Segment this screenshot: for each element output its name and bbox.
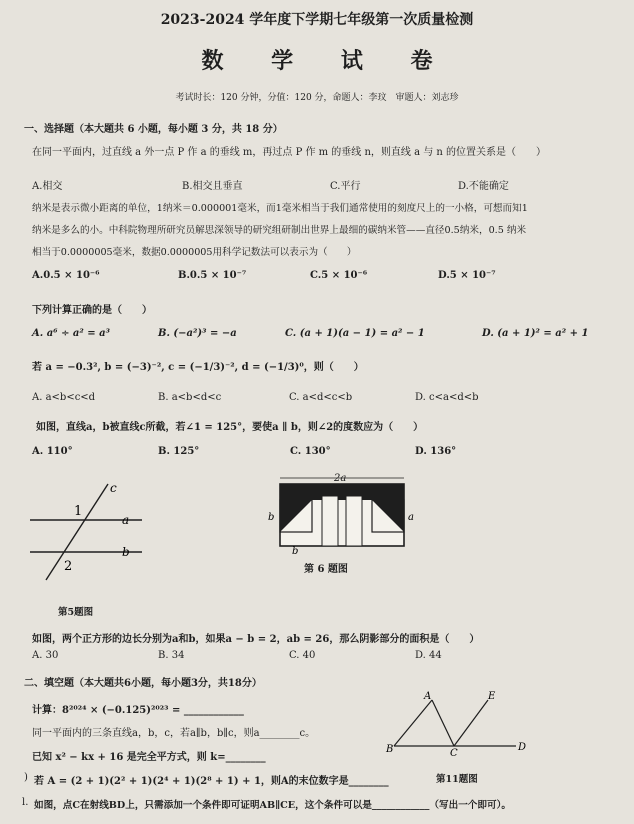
- q6-option-b: B. 34: [158, 650, 185, 661]
- q1-option-b: B.相交且垂直: [182, 181, 243, 192]
- label-c: c: [110, 481, 117, 495]
- q8-text: 同一平面内的三条直线a，b，c，若a∥b，b∥c，则a________c。: [32, 728, 316, 739]
- center-gap-left: [322, 496, 338, 546]
- q6-option-c: C. 40: [289, 650, 316, 661]
- q6-stem: 如图，两个正方形的边长分别为a和b，如果a − b = 2，ab = 26，那么阴影部分的面积是（ ）: [32, 634, 480, 645]
- subject-title: 数 学 试 卷: [201, 48, 453, 74]
- q1-option-a: A.相交: [32, 181, 63, 192]
- figure-q6: [258, 473, 418, 557]
- segment-ce: [454, 700, 488, 746]
- q3-stem: 下列计算正确的是（ ）: [32, 305, 152, 316]
- point-c: C: [450, 748, 458, 759]
- label-2a: 2a: [334, 473, 347, 484]
- q5-option-c: C. 130°: [290, 446, 331, 457]
- q2-line2: 纳米是多么的小。中科院物理所研究员解思深领导的研究组研制出世界上最细的碳纳米管——直径0.5纳米，0.5 纳米: [32, 225, 527, 236]
- q10-number: ): [24, 772, 28, 783]
- figure-q11: [384, 690, 534, 759]
- figure-q6-caption: 第 6 题图: [304, 564, 348, 575]
- q1-option-d: D.不能确定: [458, 181, 509, 192]
- label-angle-2: 2: [64, 559, 73, 574]
- point-b: B: [386, 744, 394, 755]
- q11-number: l.: [22, 797, 29, 808]
- exam-meta: 考试时长：120 分钟，分值：120 分，命题人：李玟 审题人：刘志珍: [175, 93, 459, 103]
- segment-ac: [432, 700, 454, 746]
- line-c: [46, 484, 108, 580]
- point-e: E: [488, 691, 496, 702]
- q7-text: 计算：8²⁰²⁴ × (−0.125)²⁰²³ = ____________: [32, 705, 244, 716]
- label-angle-1: 1: [74, 504, 83, 519]
- section1-heading: 一、选择题（本大题共 6 小题，每小题 3 分，共 18 分）: [24, 124, 283, 135]
- q1-option-c: C.平行: [330, 181, 361, 192]
- q9-text: 已知 x² − kx + 16 是完全平方式，则 k=________: [32, 752, 266, 763]
- q4-option-a: A. a<b<c<d: [32, 392, 96, 403]
- q10-text: 若 A = (2 + 1)(2² + 1)(2⁴ + 1)(2⁸ + 1) + 1，则A的末位数字是________: [34, 776, 389, 787]
- q2-line3: 相当于0.0000005毫米，数据0.0000005用科学记数法可以表示为（ ）: [32, 247, 357, 258]
- figure-q6-svg: [258, 473, 418, 557]
- point-d: D: [518, 742, 527, 753]
- q4-option-b: B. a<b<d<c: [158, 392, 222, 403]
- figure-q5: [24, 478, 154, 588]
- q1-stem: 在同一平面内，过直线 a 外一点 P 作 a 的垂线 m，再过点 P 作 m 的垂线 n，则直线 a 与 n 的位置关系是（ ）: [32, 147, 547, 158]
- label-b-bottom: b: [292, 546, 299, 557]
- q5-option-b: B. 125°: [158, 446, 200, 457]
- q6-option-a: A. 30: [32, 650, 59, 661]
- label-a: a: [122, 513, 130, 527]
- q4-option-d: D. c<a<d<b: [415, 392, 479, 403]
- q11-text: 如图，点C在射线BD上，只需添加一个条件即可证明AB∥CE，这个条件可以是____________（写出一个即可）。: [34, 800, 511, 811]
- q5-option-a: A. 110°: [32, 446, 73, 457]
- center-gap-right: [346, 496, 362, 546]
- q2-option-d: D.5 × 10⁻⁷: [438, 270, 496, 281]
- label-a-right: a: [408, 512, 414, 523]
- q2-option-a: A.0.5 × 10⁻⁶: [32, 270, 100, 281]
- label-b: b: [122, 545, 130, 559]
- q2-option-c: C.5 × 10⁻⁶: [310, 270, 368, 281]
- q4-option-c: C. a<d<c<b: [289, 392, 353, 403]
- q5-stem: 如图，直线a，b被直线c所截，若∠1 = 125°，要使a ∥ b，则∠2的度数应为（ ）: [36, 422, 424, 433]
- q3-option-c: C. (a + 1)(a − 1) = a² − 1: [285, 328, 425, 339]
- q2-option-b: B.0.5 × 10⁻⁷: [178, 270, 247, 281]
- q3-option-d: D. (a + 1)² = a² + 1: [482, 328, 589, 339]
- q4-stem: 若 a = −0.3², b = (−3)⁻², c = (−1/3)⁻², d = (−1/3)⁰，则（ ）: [32, 362, 364, 373]
- figure-q11-caption: 第11题图: [436, 774, 478, 785]
- shaded-top-band: [280, 484, 404, 500]
- figure-q5-caption: 第5题图: [58, 607, 94, 618]
- q5-option-d: D. 136°: [415, 446, 457, 457]
- exam-title: 2023-2024 学年度下学期七年级第一次质量检测: [160, 12, 474, 28]
- q6-option-d: D. 44: [415, 650, 442, 661]
- segment-ab: [394, 700, 432, 746]
- q2-line1: 纳米是表示微小距离的单位，1纳米＝0.000001毫米，而1毫米相当于我们通常使用的刻度尺上的一小格，可想而知1: [32, 203, 528, 214]
- point-a: A: [424, 691, 432, 702]
- q3-option-a: A. a⁶ ÷ a² = a³: [32, 328, 110, 339]
- q3-option-b: B. (−a²)³ = −a: [158, 328, 237, 339]
- figure-q5-svg: [24, 478, 154, 588]
- label-b-left: b: [268, 512, 275, 523]
- figure-q11-svg: [384, 690, 534, 759]
- section2-heading: 二、填空题（本大题共6小题，每小题3分，共18分）: [24, 678, 262, 689]
